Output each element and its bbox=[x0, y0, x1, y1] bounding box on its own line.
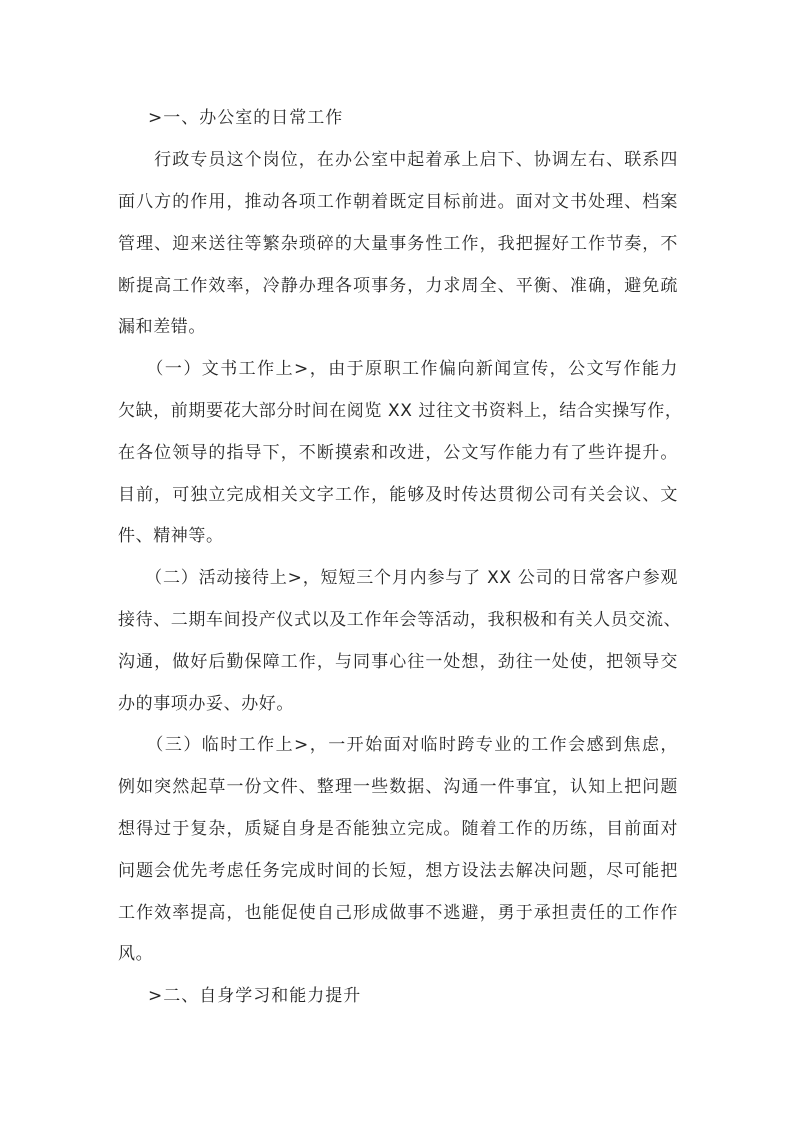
text-line: 接待、二期车间投产仪式以及工作年会等活动，我积极和有关人员交流、 bbox=[118, 610, 682, 630]
text-line: 目前，可独立完成相关文字工作，能够及时传达贯彻公司有关会议、文 bbox=[118, 485, 678, 505]
text-line: 工作效率提高，也能促使自己形成做事不逃避，勇于承担责任的工作作 bbox=[118, 903, 678, 923]
text-line: 在各位领导的指导下，不断摸索和改进，公文写作能力有了些许提升。 bbox=[118, 443, 678, 463]
text-line: 沟通，做好后勤保障工作，与同事心往一处想，劲往一处使，把领导交 bbox=[118, 652, 678, 672]
text-line: 问题会优先考虑任务完成时间的长短，想方设法去解决问题，尽可能把 bbox=[118, 861, 678, 881]
text-line: 欠缺，前期要花大部分时间在阅览 XX 过往文书资料上，结合实操写作， bbox=[118, 401, 683, 421]
text-line: 面八方的作用，推动各项工作朝着既定目标前进。面对文书处理、档案 bbox=[118, 192, 678, 212]
text-line: 想得过于复杂，质疑自身是否能独立完成。随着工作的历练，目前面对 bbox=[118, 819, 678, 839]
text-line: 办的事项办妥、办好。 bbox=[118, 694, 294, 714]
text-line: （三）临时工作上>，一开始面对临时跨专业的工作会感到焦虑， bbox=[118, 735, 678, 755]
text-line: （一）文书工作上>，由于原职工作偏向新闻宣传，公文写作能力 bbox=[118, 359, 678, 379]
text-line: 漏和差错。 bbox=[118, 317, 206, 337]
text-line: 件、精神等。 bbox=[118, 526, 224, 546]
text-line: 行政专员这个岗位，在办公室中起着承上启下、协调左右、联系四 bbox=[118, 150, 678, 170]
text-line: 例如突然起草一份文件、整理一些数据、沟通一件事宜，认知上把问题 bbox=[118, 777, 678, 797]
section-heading-2: >二、自身学习和能力提升 bbox=[148, 986, 362, 1006]
text-line: 管理、迎来送往等繁杂琐碎的大量事务性工作，我把握好工作节奏，不 bbox=[118, 234, 678, 254]
text-line: （二）活动接待上>，短短三个月内参与了 XX 公司的日常客户参观 bbox=[118, 568, 678, 588]
text-line: 风。 bbox=[118, 944, 154, 964]
section-heading-1: >一、办公室的日常工作 bbox=[148, 108, 344, 128]
text-line: 断提高工作效率，冷静办理各项事务，力求周全、平衡、准确，避免疏 bbox=[118, 276, 678, 296]
